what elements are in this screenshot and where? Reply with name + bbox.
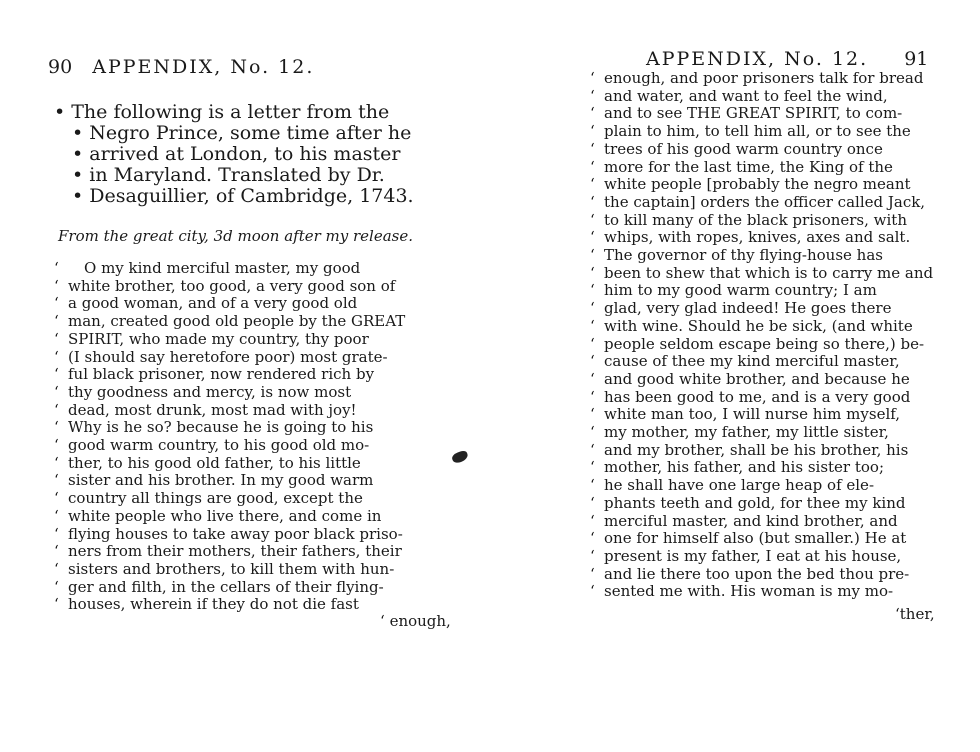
text-line: ‘ cause of thee my kind merciful master, [590,352,900,371]
text-line: ‘ O my kind merciful master, my good [54,259,361,277]
text-line: ‘ present is my father, I eat at his house, [590,546,902,565]
text-line: ‘ sister and his brother. In my good warm [54,471,374,490]
quote-mark: ‘ [54,595,59,614]
quote-mark: ‘ [380,612,385,630]
intro-line: • Negro Prince, some time after he [72,122,412,144]
text-line: ‘ white man too, I will nurse him myself, [590,405,901,424]
quote-mark: ‘ [590,352,595,371]
quote-mark: ‘ [590,476,595,495]
quote-mark: ‘ [54,577,59,596]
quote-mark: ‘ [590,104,595,123]
text-line: ‘ glad, very glad indeed! He goes there [590,299,892,318]
left-page-number: 90 [48,56,73,78]
text-line: ‘ with wine. Should he be sick, (and white [590,316,913,335]
text-line: ‘ more for the last time, the King of the [590,157,893,176]
text-line: ‘ and to see THE GREAT SPIRIT, to com- [590,104,903,123]
right-body-text [590,70,945,601]
right-running-title: APPENDIX, No. 12. [646,48,869,70]
text-line: ‘ The governor of thy flying-house has [590,246,883,265]
left-running-title: APPENDIX, No. 12. [92,56,315,78]
text-line: ‘ and lie there too upon the bed thou pre- [590,564,910,583]
text-line: ‘ phants teeth and gold, for thee my kind [590,493,906,512]
letter-dateline: From the great city, 3d moon after my release. [58,227,414,245]
text-line: ‘ houses, wherein if they do not die fast [54,595,359,614]
text-line: ‘ one for himself also (but smaller.) He at [590,529,907,548]
quote-mark: ‘ [54,489,59,508]
quote-mark: ‘ [54,418,59,437]
intro-line: • arrived at London, to his master [72,143,401,165]
text-line: ‘ white brother, too good, a very good son of [54,276,396,295]
text-line: ‘ SPIRIT, who made my country, thy poor [54,329,369,348]
quote-mark: ‘ [590,316,595,335]
quote-mark: ‘ [54,471,59,490]
right-catchword: ‘ther, [895,605,935,623]
text-line: ‘ good warm country, to his good old mo- [54,436,370,455]
quote-mark: ‘ [54,312,59,331]
text-line: ‘ to kill many of the black prisoners, with [590,210,907,229]
text-line: ‘ sented me with. His woman is my mo- [590,582,894,601]
text-line: ‘ mother, his father, and his sister too; [590,458,884,477]
quote-mark: ‘ [590,387,595,406]
text-line: ‘ my mother, my father, my little sister, [590,423,889,442]
text-line: ‘ enough, and poor prisoners talk for bread [590,69,924,87]
quote-mark: ‘ [590,440,595,459]
quote-mark: ‘ [590,493,595,512]
quote-mark: ‘ [54,559,59,578]
text-line: ‘ dead, most drunk, most mad with joy! [54,400,357,419]
text-line: ‘ him to my good warm country; I am [590,281,877,300]
text-line: ‘ and my brother, shall be his brother, his [590,440,909,459]
quote-mark: ‘ [895,605,900,623]
text-line: ‘ man, created good old people by the GREAT [54,312,406,331]
right-page-number: 91 [904,48,929,70]
quote-mark: ‘ [54,524,59,543]
text-line: ‘ ger and filth, in the cellars of their flying- [54,577,384,596]
intro-line: • Desaguillier, of Cambridge, 1743. [72,185,414,207]
quote-mark: ‘ [590,86,595,105]
quote-mark: ‘ [590,192,595,211]
text-line: ‘ (I should say heretofore poor) most grate- [54,347,388,366]
quote-mark: ‘ [590,122,595,141]
quote-mark: ‘ [590,263,595,282]
quote-mark: ‘ [590,299,595,318]
quote-mark: ‘ [590,511,595,530]
quote-mark: ‘ [54,294,59,313]
quote-mark: ‘ [590,369,595,388]
text-line: ‘ ners from their mothers, their fathers, their [54,542,402,561]
text-line: ‘ whips, with ropes, knives, axes and salt. [590,228,911,247]
text-line: ‘ a good woman, and of a very good old [54,294,358,313]
text-line: ‘ trees of his good warm country once [590,139,883,158]
quote-mark: ‘ [590,564,595,583]
left-catchword: ‘ enough, [380,612,451,630]
intro-line: • The following is a letter from the [54,101,390,123]
quote-mark: ‘ [590,546,595,565]
quote-mark: ‘ [54,365,59,384]
quote-mark: ‘ [54,347,59,366]
text-line: ‘ ful black prisoner, now rendered rich by [54,365,375,384]
quote-mark: ‘ [54,436,59,455]
text-line: ‘ ther, to his good old father, to his little [54,453,361,472]
ink-blot [451,450,469,465]
quote-mark: ‘ [54,259,59,277]
quote-mark: ‘ [590,139,595,158]
right-page-header [646,48,928,70]
intro-line: • in Maryland. Translated by Dr. [72,164,385,186]
quote-mark: ‘ [590,281,595,300]
text-line: ‘ he shall have one large heap of ele- [590,476,875,495]
quote-mark: ‘ [590,529,595,548]
text-line: ‘ the captain] orders the officer called Jack, [590,192,926,211]
quote-mark: ‘ [590,69,595,87]
left-body-text [54,260,419,614]
text-line: ‘ white people who live there, and come in [54,506,382,525]
quote-mark: ‘ [54,542,59,561]
quote-mark: ‘ [54,329,59,348]
text-line: ‘ and water, and want to feel the wind, [590,86,888,105]
text-line: ‘ white people [probably the negro meant [590,175,911,194]
intro-paragraph [52,102,412,207]
quote-mark: ‘ [590,423,595,442]
quote-mark: ‘ [54,453,59,472]
quote-mark: ‘ [54,400,59,419]
text-line: ‘ flying houses to take away poor black priso- [54,524,403,543]
quote-mark: ‘ [590,246,595,265]
text-line: ‘ has been good to me, and is a very good [590,387,911,406]
quote-mark: ‘ [590,458,595,477]
quote-mark: ‘ [54,382,59,401]
quote-mark: ‘ [590,228,595,247]
text-line: ‘ thy goodness and mercy, is now most [54,382,352,401]
left-page-header [48,56,314,78]
quote-mark: ‘ [590,157,595,176]
text-line: ‘ sisters and brothers, to kill them with hun- [54,559,395,578]
quote-mark: ‘ [590,405,595,424]
quote-mark: ‘ [590,582,595,601]
text-line: ‘ plain to him, to tell him all, or to see the [590,122,911,141]
text-line: ‘ and good white brother, and because he [590,369,910,388]
quote-mark: ‘ [590,210,595,229]
quote-mark: ‘ [54,276,59,295]
quote-mark: ‘ [590,334,595,353]
text-line: ‘ Why is he so? because he is going to his [54,418,374,437]
quote-mark: ‘ [54,506,59,525]
quote-mark: ‘ [590,175,595,194]
text-line: ‘ people seldom escape being so there,) be- [590,334,925,353]
text-line: ‘ country all things are good, except the [54,489,363,508]
text-line: ‘ merciful master, and kind brother, and [590,511,898,530]
text-line: ‘ been to shew that which is to carry me and [590,263,934,282]
